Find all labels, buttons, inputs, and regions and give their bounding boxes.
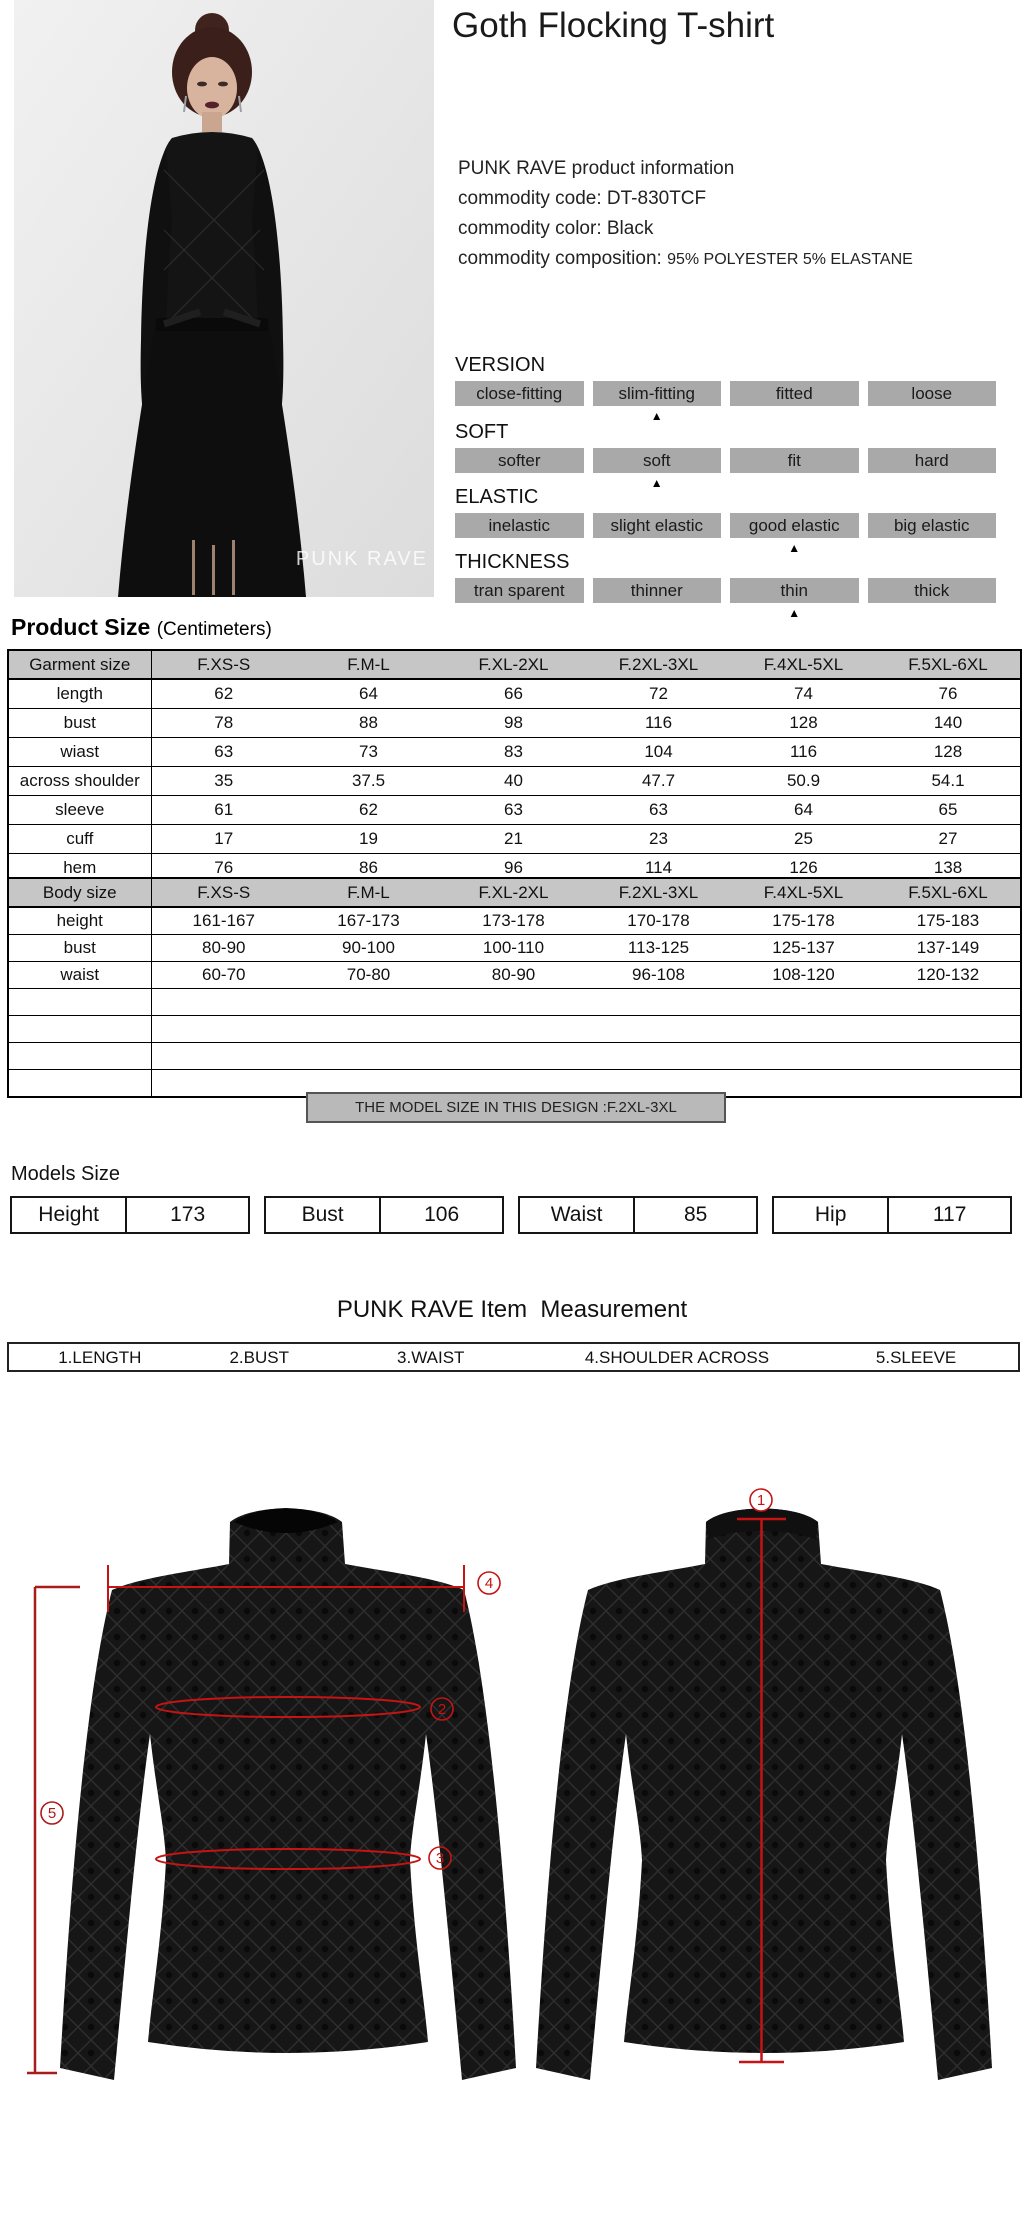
attr-option: slight elastic (593, 513, 722, 538)
size-value: 86 (296, 854, 441, 884)
measurement-legend-item: 4.SHOULDER ACROSS (584, 1348, 770, 1367)
product-info (458, 154, 913, 275)
size-value: 62 (151, 679, 296, 709)
column-header: F.M-L (296, 650, 441, 679)
model-size-label: Waist (520, 1198, 635, 1232)
garment-back (536, 1509, 992, 2081)
empty-cell (151, 1043, 1021, 1070)
size-value: 66 (441, 679, 586, 709)
attr-group-thickness (455, 551, 996, 620)
product-info-header: PUNK RAVE product information (458, 158, 735, 179)
size-value: 76 (151, 854, 296, 884)
attr-option: softer (455, 448, 584, 473)
attr-option: big elastic (868, 513, 997, 538)
measurement-legend-item: 2.BUST (229, 1348, 289, 1367)
garment-size-table (7, 649, 1022, 884)
model-size-value: 173 (170, 1203, 206, 1226)
row-label: bust (8, 935, 151, 962)
table-row (8, 907, 1021, 935)
model-size-label: Bust (266, 1198, 381, 1232)
row-label: bust (8, 709, 151, 738)
size-value: 74 (731, 679, 876, 709)
size-value: 19 (296, 825, 441, 854)
attr-option: thin (730, 578, 859, 603)
models-size-label: Models Size (11, 1163, 120, 1185)
size-value: 128 (876, 738, 1021, 767)
size-value: 167-173 (296, 907, 441, 935)
size-value: 114 (586, 854, 731, 884)
model-size-value: 106 (424, 1203, 460, 1226)
page-title: Goth Flocking T-shirt (452, 6, 775, 45)
size-value: 64 (296, 679, 441, 709)
size-value: 40 (441, 767, 586, 796)
photo-watermark: PUNK RAVE (295, 548, 428, 570)
measurement-legend-item: 3.WAIST (397, 1348, 465, 1367)
empty-cell (151, 1016, 1021, 1043)
selected-option-arrow-icon: ▲ (788, 541, 801, 555)
size-value: 65 (876, 796, 1021, 825)
size-value: 37.5 (296, 767, 441, 796)
attr-option: hard (868, 448, 997, 473)
attr-options-row (455, 448, 996, 473)
size-value: 72 (586, 679, 731, 709)
size-value: 83 (441, 738, 586, 767)
size-value: 128 (731, 709, 876, 738)
column-header: F.XL-2XL (441, 650, 586, 679)
attr-group-soft (455, 421, 996, 490)
svg-text:2: 2 (437, 1701, 447, 1718)
attr-label: THICKNESS (455, 551, 570, 573)
attr-group-version (455, 354, 996, 423)
composition-value: 95% POLYESTER 5% ELASTANE (667, 251, 913, 268)
attr-options-row (455, 578, 996, 603)
selected-option-arrow-icon: ▲ (650, 476, 663, 490)
model-size-box-height (10, 1196, 250, 1234)
table-row (8, 962, 1021, 989)
model-face (187, 57, 237, 119)
size-value: 88 (296, 709, 441, 738)
row-label: length (8, 679, 151, 709)
measurement-legend-item: 1.LENGTH (58, 1348, 142, 1367)
column-header: F.2XL-3XL (586, 878, 731, 907)
model-photo (14, 0, 434, 597)
column-header: F.4XL-5XL (731, 650, 876, 679)
attr-option: fitted (730, 381, 859, 406)
model-size-value: 85 (683, 1203, 708, 1226)
size-value: 80-90 (441, 962, 586, 989)
row-label (8, 1070, 151, 1098)
size-value: 125-137 (731, 935, 876, 962)
row-label: across shoulder (8, 767, 151, 796)
attr-option: fit (730, 448, 859, 473)
attr-option: loose (868, 381, 997, 406)
size-section-heading: Product Size (Centimeters) (11, 614, 272, 640)
size-value: 104 (586, 738, 731, 767)
size-value: 120-132 (876, 962, 1021, 989)
attr-label: VERSION (455, 354, 546, 376)
model-size-box-waist (518, 1196, 758, 1234)
measurement-heading: PUNK RAVE Item Measurement (336, 1296, 688, 1323)
commodity-color: commodity color: Black (458, 218, 654, 239)
circled-label-5 (41, 1802, 63, 1824)
size-value: 63 (151, 738, 296, 767)
size-value: 17 (151, 825, 296, 854)
measurement-legend-row (7, 1342, 1020, 1372)
selected-option-arrow-icon: ▲ (788, 606, 801, 620)
size-value: 175-183 (876, 907, 1021, 935)
body-size-table (7, 877, 1022, 1098)
attr-group-elastic (455, 486, 996, 555)
row-label (8, 989, 151, 1016)
table-row (8, 825, 1021, 854)
size-value: 138 (876, 854, 1021, 884)
size-value: 70-80 (296, 962, 441, 989)
table-row (8, 796, 1021, 825)
circled-label-4 (478, 1572, 500, 1594)
column-header: F.2XL-3XL (586, 650, 731, 679)
model-size-label: Hip (774, 1198, 889, 1232)
model-size-value: 117 (932, 1203, 967, 1226)
row-label: cuff (8, 825, 151, 854)
size-value: 73 (296, 738, 441, 767)
size-value: 108-120 (731, 962, 876, 989)
svg-text:4: 4 (484, 1575, 494, 1592)
size-value: 116 (731, 738, 876, 767)
table-row (8, 935, 1021, 962)
attr-option: close-fitting (455, 381, 584, 406)
table-row (8, 767, 1021, 796)
size-value: 23 (586, 825, 731, 854)
svg-text:3: 3 (435, 1850, 445, 1867)
row-label (8, 1016, 151, 1043)
table-row (8, 679, 1021, 709)
row-label: waist (8, 962, 151, 989)
row-label: height (8, 907, 151, 935)
column-header: F.M-L (296, 878, 441, 907)
table-row (8, 738, 1021, 767)
size-value: 96 (441, 854, 586, 884)
attr-option: thinner (593, 578, 722, 603)
size-value: 62 (296, 796, 441, 825)
size-value: 35 (151, 767, 296, 796)
row-label: hem (8, 854, 151, 884)
table-header-row (8, 650, 1021, 679)
size-value: 96-108 (586, 962, 731, 989)
empty-row (8, 1016, 1021, 1043)
size-value: 80-90 (151, 935, 296, 962)
size-value: 54.1 (876, 767, 1021, 796)
attr-label: ELASTIC (455, 486, 539, 508)
size-value: 175-178 (731, 907, 876, 935)
model-size-box-hip (772, 1196, 1012, 1234)
commodity-composition: commodity composition: 95% POLYESTER 5% ELASTANE (458, 248, 913, 269)
selected-option-arrow-icon: ▲ (650, 409, 663, 423)
attr-option: soft (593, 448, 722, 473)
column-header: Body size (8, 878, 151, 907)
size-value: 76 (876, 679, 1021, 709)
size-value: 170-178 (586, 907, 731, 935)
column-header: F.XS-S (151, 878, 296, 907)
size-value: 64 (731, 796, 876, 825)
size-value: 21 (441, 825, 586, 854)
table-header-row (8, 878, 1021, 907)
column-header: F.XL-2XL (441, 878, 586, 907)
size-value: 140 (876, 709, 1021, 738)
column-header: F.XS-S (151, 650, 296, 679)
commodity-code: commodity code: DT-830TCF (458, 188, 707, 209)
size-value: 116 (586, 709, 731, 738)
model-photo-illustration (14, 0, 434, 597)
empty-row (8, 1043, 1021, 1070)
measurement-legend-item: 5.SLEEVE (875, 1348, 957, 1367)
attr-options-row (455, 381, 996, 406)
size-value: 50.9 (731, 767, 876, 796)
attr-option: good elastic (730, 513, 859, 538)
column-header: F.5XL-6XL (876, 878, 1021, 907)
model-size-box-bust (264, 1196, 504, 1234)
attr-option: inelastic (455, 513, 584, 538)
garment-front (60, 1508, 516, 2080)
size-value: 161-167 (151, 907, 296, 935)
empty-cell (151, 989, 1021, 1016)
size-value: 63 (441, 796, 586, 825)
model-size-label: Height (12, 1198, 127, 1232)
size-value: 63 (586, 796, 731, 825)
model-top (154, 132, 271, 332)
size-value: 78 (151, 709, 296, 738)
size-value: 126 (731, 854, 876, 884)
model-size-note: THE MODEL SIZE IN THIS DESIGN :F.2XL-3XL (306, 1092, 726, 1123)
svg-text:1: 1 (756, 1492, 766, 1509)
empty-row (8, 989, 1021, 1016)
attr-option: tran sparent (455, 578, 584, 603)
row-label: sleeve (8, 796, 151, 825)
size-value: 61 (151, 796, 296, 825)
row-label: wiast (8, 738, 151, 767)
measurement-figure (0, 1390, 1024, 2218)
size-value: 113-125 (586, 935, 731, 962)
size-value: 173-178 (441, 907, 586, 935)
size-value: 100-110 (441, 935, 586, 962)
size-value: 27 (876, 825, 1021, 854)
attr-option: slim-fitting (593, 381, 722, 406)
attr-option: thick (868, 578, 997, 603)
size-value: 137-149 (876, 935, 1021, 962)
size-value: 90-100 (296, 935, 441, 962)
attr-label: SOFT (455, 421, 509, 443)
table-row (8, 709, 1021, 738)
svg-text:5: 5 (47, 1805, 57, 1822)
circled-label-1 (750, 1489, 772, 1511)
attr-options-row (455, 513, 996, 538)
size-value: 47.7 (586, 767, 731, 796)
size-value: 60-70 (151, 962, 296, 989)
column-header: Garment size (8, 650, 151, 679)
size-value: 98 (441, 709, 586, 738)
column-header: F.5XL-6XL (876, 650, 1021, 679)
row-label (8, 1043, 151, 1070)
size-unit-note: (Centimeters) (156, 619, 272, 640)
column-header: F.4XL-5XL (731, 878, 876, 907)
size-value: 25 (731, 825, 876, 854)
